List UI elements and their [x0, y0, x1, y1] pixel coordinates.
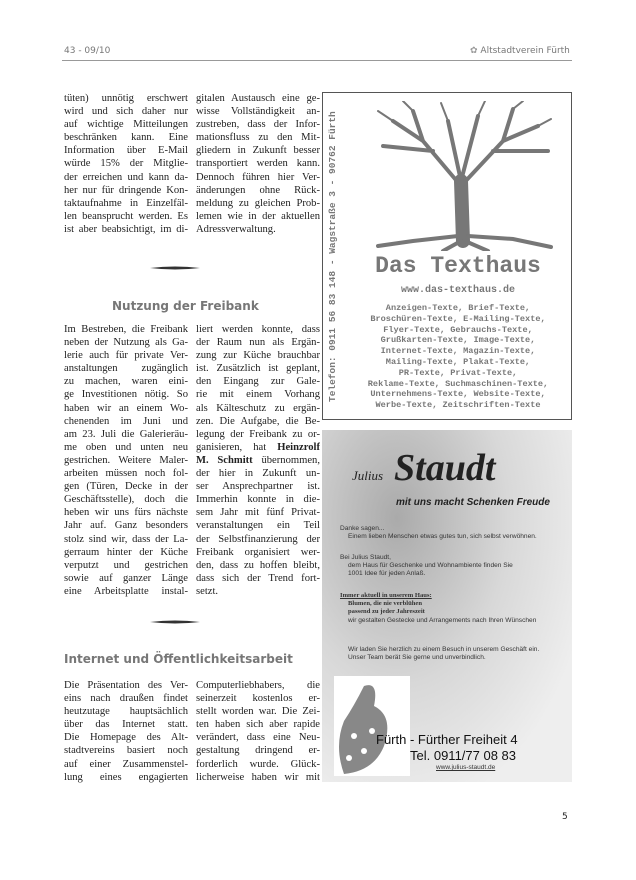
- text-line: auf wichtige Mitteilungen: [64, 119, 188, 131]
- s1-col1: [64, 92, 188, 236]
- text-line: über das Internet statt.: [64, 719, 188, 731]
- text-line: transportiert werden kann.: [196, 158, 320, 170]
- s3-col2: [196, 679, 320, 784]
- text-line: stadtvereins basiert noch: [64, 745, 188, 757]
- service-line: Broschüren-Texte, E-Mailing-Texte,: [370, 313, 546, 324]
- text-line: zung zur Küche brauchbar: [196, 350, 320, 362]
- text-line: heben wir uns fürs nächste: [64, 507, 188, 519]
- text-line: gliedern in Zukunft besser: [196, 145, 320, 157]
- text-line: len beansprucht werden. Es: [64, 210, 188, 222]
- text-line: Dennoch führen hier Ver-: [196, 171, 320, 183]
- text-line: den, dass zu hoffen bleibt,: [196, 559, 320, 571]
- staudt-text-1: Danke sagen... Einem lieben Menschen etwas gutes tun, sich selbst verwöhnen.: [340, 525, 537, 541]
- text-line: me oben und unten neu: [64, 441, 188, 453]
- text-line: als Kälteschutz zu ergän-: [196, 402, 320, 414]
- s3-col1: [64, 679, 188, 784]
- text-line: setzt.: [196, 585, 219, 597]
- text-line: der hier in Zukunft un-: [196, 468, 320, 480]
- text-line: ge Investitionen nötig. So: [64, 389, 188, 401]
- staudt-text-3: Immer aktuell in unserem Haus: Blumen, die nie verblühen passend zu jeder Jahreszeit wir gestalten Gestecke und Arrangements nach Ihren Wünschen: [340, 592, 537, 624]
- text-line: Computerliebhabers, die: [196, 680, 320, 691]
- page-number: 5: [562, 812, 568, 822]
- service-line: PR-Texte, Privat-Texte,: [398, 367, 518, 378]
- text-line: anstaltungen zugänglich: [64, 363, 188, 375]
- text-line: liert werden konnte, dass: [196, 324, 320, 335]
- text-line: Immerhin konnte in die-: [196, 494, 320, 506]
- heading-freibank: Nutzung der Freibank: [112, 299, 259, 313]
- org-name: [470, 46, 570, 56]
- text-line: M. Schmitt übernommen,: [196, 454, 320, 466]
- heading-internet: Internet und Öffentlichkeitsarbeit: [64, 652, 293, 666]
- service-line: Reklame-Texte, Suchmaschinen-Texte,: [367, 378, 549, 389]
- text-line: stellt worden war. Die Zei-: [196, 706, 320, 718]
- text-line: seinerzeit kostenlos er-: [196, 693, 320, 705]
- tree-icon: ✿: [470, 46, 478, 56]
- text-line: veranstaltungen ein Teil: [196, 520, 320, 532]
- org-label: Altstadtverein Fürth: [480, 46, 570, 56]
- staudt-logo: Staudt: [394, 447, 496, 489]
- text-line: Die Präsentation des Ver-: [64, 680, 188, 691]
- s2-col2: [196, 323, 320, 598]
- peacock-image: [334, 676, 410, 776]
- text-line: gestaltung dringend er-: [196, 745, 320, 757]
- text-line: den Eingang zur Gale-: [196, 376, 320, 388]
- service-line: Mailing-Texte, Plakat-Texte,: [385, 356, 531, 367]
- text-line: Die Homepage des Alt-: [64, 732, 188, 744]
- text-line: lemen wie in der aktuellen: [196, 210, 320, 222]
- text-line: änderungen ohne Rück-: [196, 184, 320, 196]
- service-line: Flyer-Texte, Gebrauchs-Texte,: [383, 324, 533, 335]
- text-line: sem Jahr mit fünf Privat-: [196, 507, 320, 519]
- issue-number: 43 - 09/10: [64, 46, 111, 56]
- text-line: ist aber beabsichtigt, im di-: [64, 223, 188, 235]
- text-line: beschränken kann. Eine: [64, 132, 188, 144]
- texthaus-url[interactable]: www.das-texthaus.de: [400, 285, 516, 296]
- text-line: zustreben, dass der Infor-: [196, 119, 320, 131]
- staudt-phone: Tel. 0911/77 08 83: [410, 748, 517, 763]
- text-line: lerie auch für private Ver-: [64, 350, 188, 362]
- text-line: am 23. Juli die Galerieräu-: [64, 428, 188, 440]
- texthaus-ad: [322, 92, 572, 420]
- service-line: Internet-Texte, Magazin-Texte,: [380, 346, 536, 357]
- text-line: dass sich der Trend fort-: [196, 572, 320, 584]
- text-line: gerraum hinter der Küche: [64, 546, 188, 558]
- text-line: stolz sind wir, dass der La-: [64, 533, 188, 545]
- texthaus-contact: Telefon: 0911 56 83 148 - Wagstraße 3 - 90762 Fürth: [327, 111, 338, 403]
- service-line: Unternehmens-Texte, Website-Texte,: [370, 389, 546, 400]
- staudt-address: Fürth - Fürther Freiheit 4: [376, 732, 518, 747]
- service-line: Grußkarten-Texte, Image-Texte,: [380, 335, 536, 346]
- text-line: heutzutage hauptsächlich: [64, 706, 188, 718]
- text-line: verputzt und gestrichen: [64, 559, 188, 571]
- service-line: Werbe-Texte, Zeitschriften-Texte: [375, 400, 541, 411]
- text-line: sowie auf ganzer Länge: [64, 572, 188, 584]
- staudt-slogan: mit uns macht Schenken Freude: [396, 497, 550, 508]
- text-line: zen. Die Aufgabe, die Be-: [196, 415, 320, 427]
- text-line: ist. Zusätzlich ist geplant,: [196, 363, 320, 375]
- text-line: der Selbstfinanzierung der: [196, 533, 320, 545]
- text-line: neben der Nutzung als Ga-: [64, 337, 188, 349]
- staudt-logo-small: Julius: [352, 468, 384, 483]
- text-line: gestrichen. Weitere Maler-: [64, 454, 188, 466]
- text-line: gitalen Austausch eine ge-: [196, 93, 320, 104]
- text-line: mationsfluss zu den Mit-: [196, 132, 320, 144]
- text-line: tüten) unnötig erschwert: [64, 93, 188, 104]
- text-line: Adressverwaltung.: [196, 223, 276, 235]
- text-line: licherweise haben wir mit: [196, 771, 320, 783]
- service-line: Anzeigen-Texte, Brief-Texte,: [385, 303, 531, 313]
- header-rule: [62, 60, 572, 61]
- texthaus-title: Das Texthaus: [375, 253, 541, 279]
- text-line: Freibank organisiert wer-: [196, 546, 320, 558]
- text-line: forderlich wurde. Glück-: [196, 758, 320, 770]
- divider-ornament: [150, 266, 200, 270]
- tree-illustration: [373, 101, 553, 251]
- text-line: ganisieren, hat Heinzrolf: [196, 441, 320, 453]
- text-line: verändert, dass eine Neu-: [196, 732, 320, 744]
- text-line: der erreichen und kann da-: [64, 171, 188, 183]
- text-line: gen (Türen, Decke in der: [64, 481, 188, 493]
- staudt-url[interactable]: www.julius-staudt.de: [436, 764, 496, 771]
- text-line: legung der Freibank zu or-: [196, 428, 320, 440]
- s1-col2: [196, 92, 320, 236]
- text-line: wird und sich daher nur: [64, 106, 188, 118]
- text-line: wisse Vollständigkeit an-: [196, 106, 320, 118]
- text-line: ser Ansprechpartner ist.: [196, 481, 320, 493]
- text-line: haben wir an einem Wo-: [64, 402, 188, 414]
- divider-ornament: [150, 620, 200, 624]
- text-line: lung eines engagierten: [64, 771, 188, 783]
- text-line: Geschäftsstelle), doch die: [64, 494, 188, 506]
- text-line: Information über E-Mail: [64, 145, 188, 157]
- staudt-text-4: Wir laden Sie herzlich zu einem Besuch in unserem Geschäft ein. Unser Team berät Sie gerne und unverbindlich.: [348, 646, 540, 662]
- text-line: eine Arbeitsplatte instal-: [64, 585, 188, 597]
- text-line: rie mit einem Vorhang: [196, 389, 320, 401]
- texthaus-services: [345, 303, 571, 411]
- text-line: chenenden im Juni und: [64, 415, 188, 427]
- staudt-text-2: Bei Julius Staudt, dem Haus für Geschenke und Wohnambiente finden Sie 1001 Idee für jeden Anlaß.: [340, 554, 513, 578]
- staudt-ad: [322, 430, 572, 782]
- text-line: der Raum nun als Ergän-: [196, 337, 320, 349]
- text-line: taktaufnahme in Einzelfäl-: [64, 197, 188, 209]
- text-line: zu machen, waren eini-: [64, 376, 188, 388]
- text-line: arbeiten müssen noch fol-: [64, 468, 188, 480]
- s2-col1: [64, 323, 188, 598]
- text-line: würde 15% der Mitglie-: [64, 158, 188, 170]
- text-line: eins nach draußen findet: [64, 693, 188, 705]
- text-line: meldung zu gleichen Prob-: [196, 197, 320, 209]
- text-line: Im Bestreben, die Freibank: [64, 324, 188, 335]
- text-line: auf einer Zusammenstel-: [64, 758, 188, 770]
- text-line: her nur für dringende Kon-: [64, 184, 188, 196]
- text-line: ten haben sich aber rapide: [196, 719, 320, 731]
- text-line: Jahr auf. Ganz besonders: [64, 520, 188, 532]
